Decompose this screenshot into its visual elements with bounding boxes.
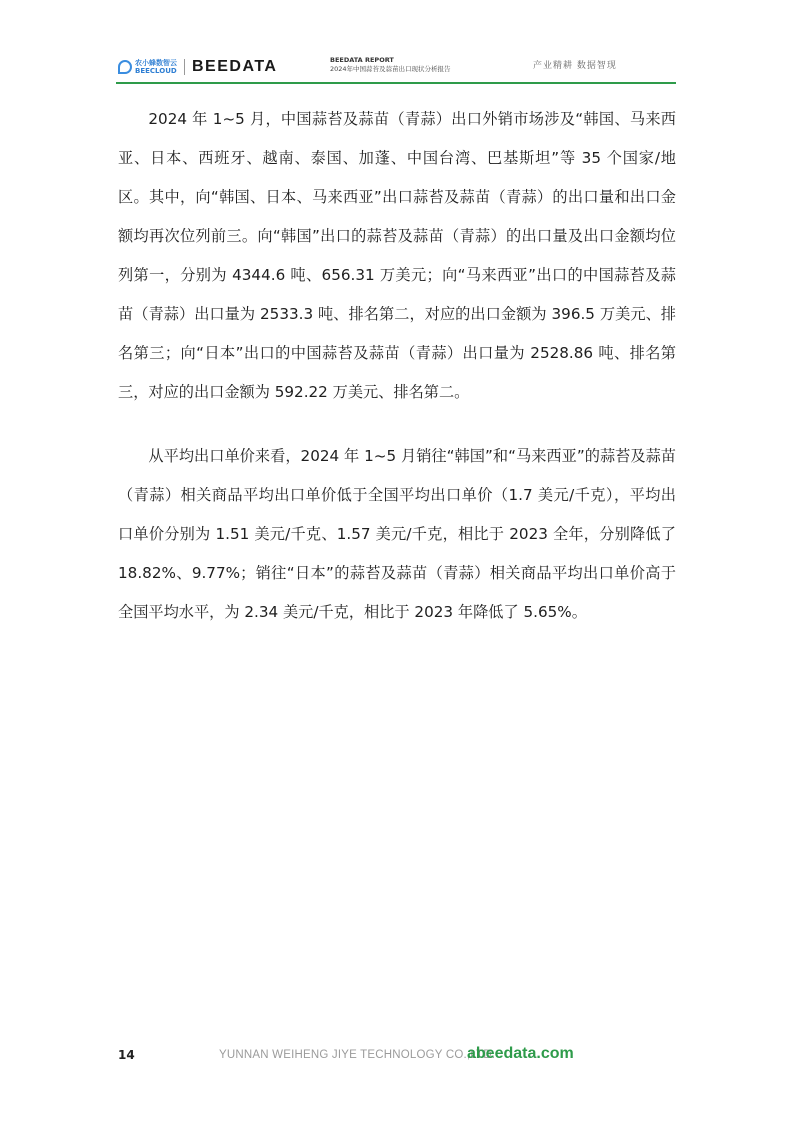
beecloud-cn-name: 农小蜂数智云 <box>135 59 177 67</box>
report-label: BEEDATA REPORT <box>330 56 394 64</box>
document-body <box>118 100 676 632</box>
brand-logo <box>118 56 277 78</box>
logo-divider <box>184 59 185 75</box>
paragraph-export-markets: 2024 年 1~5 月，中国蒜苔及蒜苗（青蒜）出口外销市场涉及“韩国、马来西亚、日本、西班牙、越南、泰国、加蓬、中国台湾、巴基斯坦”等 35 个国家/地区。其中，向“韩国、日本、马来西亚”出口蒜苔及蒜苗（青蒜）的出口量和出口金额均再次位列前三。向“韩国”出口的蒜苔及蒜苗（青蒜）的出口量及出口金额均位列第一，分别为 4344.6 吨、656.31 万美元；向“马来西亚”出口的中国蒜苔及蒜苗（青蒜）出口量为 2533.3 吨、排名第二，对应的出口金额为 396.5 万美元、排名第三；向“日本”出口的中国蒜苔及蒜苗（青蒜）出口量为 2528.86 吨、排名第三，对应的出口金额为 592.22 万美元、排名第二。 <box>118 110 676 401</box>
page-number: 14 <box>118 1048 135 1062</box>
beecloud-en-name: BEECLOUD <box>135 67 177 75</box>
paragraph-unit-price: 从平均出口单价来看，2024 年 1~5 月销往“韩国”和“马来西亚”的蒜苔及蒜苗（青蒜）相关商品平均出口单价低于全国平均出口单价（1.7 美元/千克），平均出口单价分别为 1.51 美元/千克、1.57 美元/千克，相比于 2023 全年，分别降低了 18.82%、9.77%；销往“日本”的蒜苔及蒜苗（青蒜）相关商品平均出口单价高于全国平均水平，为 2.34 美元/千克，相比于 2023 年降低了 5.65%。 <box>118 447 676 621</box>
beecloud-logo-icon <box>118 60 132 74</box>
page-header <box>0 0 793 82</box>
website-link[interactable]: abeedata.com <box>467 1045 574 1062</box>
beecloud-wordmark <box>135 59 177 75</box>
company-name: YUNNAN WEIHENG JIYE TECHNOLOGY CO.,LTD. <box>219 1049 496 1061</box>
report-heading <box>330 56 451 74</box>
report-title: 2024年中国蒜苔及蒜苗出口现状分析报告 <box>330 65 451 73</box>
header-slogan: 产业精耕 数据智现 <box>533 61 617 71</box>
beedata-logo-text: BEEDATA <box>192 58 278 75</box>
header-divider <box>116 82 676 84</box>
page-footer <box>0 1040 793 1070</box>
